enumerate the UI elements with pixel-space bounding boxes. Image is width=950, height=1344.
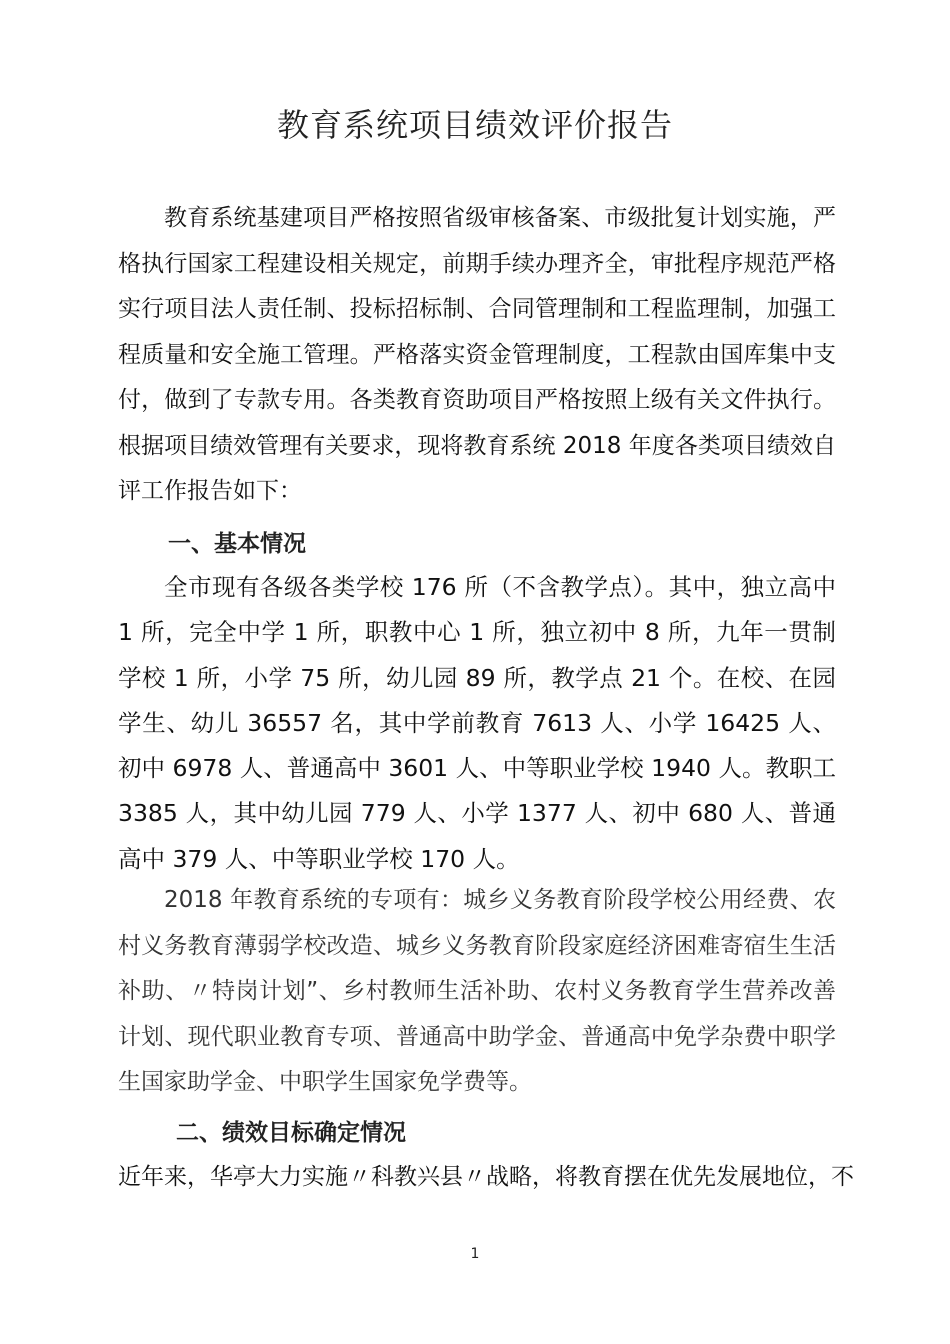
page-number: 1 <box>470 1246 480 1262</box>
special-projects-paragraph: 2018 年教育系统的专项有：城乡义务教育阶段学校公用经费、农村义务教育薄弱学校改造、城乡义务教育阶段家庭经济困难寄宿生生活补助、〃特岗计划”、乡村教师生活补助、农村义务教育学生营养改善计划、现代职业教育专项、普通高中助学金、普通高中免学杂费中职学生国家助学金、中职学生国家免学费等。 <box>118 887 836 1095</box>
basic-situation-paragraph: 全市现有各级各类学校 176 所（不含教学点）。其中，独立高中 1 所，完全中学 1 所，职教中心 1 所，独立初中 8 所，九年一贯制学校 1 所，小学 75 所，幼儿园 89 所，教学点 21 个。在校、在园学生、幼儿 36557 名，其中学前教育 7613 人、小学 16425 人、初中 6978 人、普通高中 3601 人、中等职业学校 1940 人。教职工 3385 人，其中幼儿园 779 人、小学 1377 人、初中 680 人、普通高中 379 人、中等职业学校 170 人。 <box>118 573 836 873</box>
section-heading-performance-goals: 二、绩效目标确定情况 <box>176 1120 406 1146</box>
document-title: 教育系统项目绩效评价报告 <box>276 106 673 144</box>
section-heading-basic-situation: 一、基本情况 <box>168 531 306 557</box>
performance-goals-paragraph: 近年来，华亭大力实施〃科教兴县〃战略，将教育摆在优先发展地位，不 <box>118 1164 854 1190</box>
intro-paragraph: 教育系统基建项目严格按照省级审核备案、市级批复计划实施，严格执行国家工程建设相关规定，前期手续办理齐全，审批程序规范严格实行项目法人责任制、投标招标制、合同管理制和工程监理制，加强工程质量和安全施工管理。严格落实资金管理制度，工程款由国库集中支付，做到了专款专用。各类教育资助项目严格按照上级有关文件执行。根据项目绩效管理有关要求，现将教育系统 2018 年度各类项目绩效自评工作报告如下： <box>118 205 836 504</box>
